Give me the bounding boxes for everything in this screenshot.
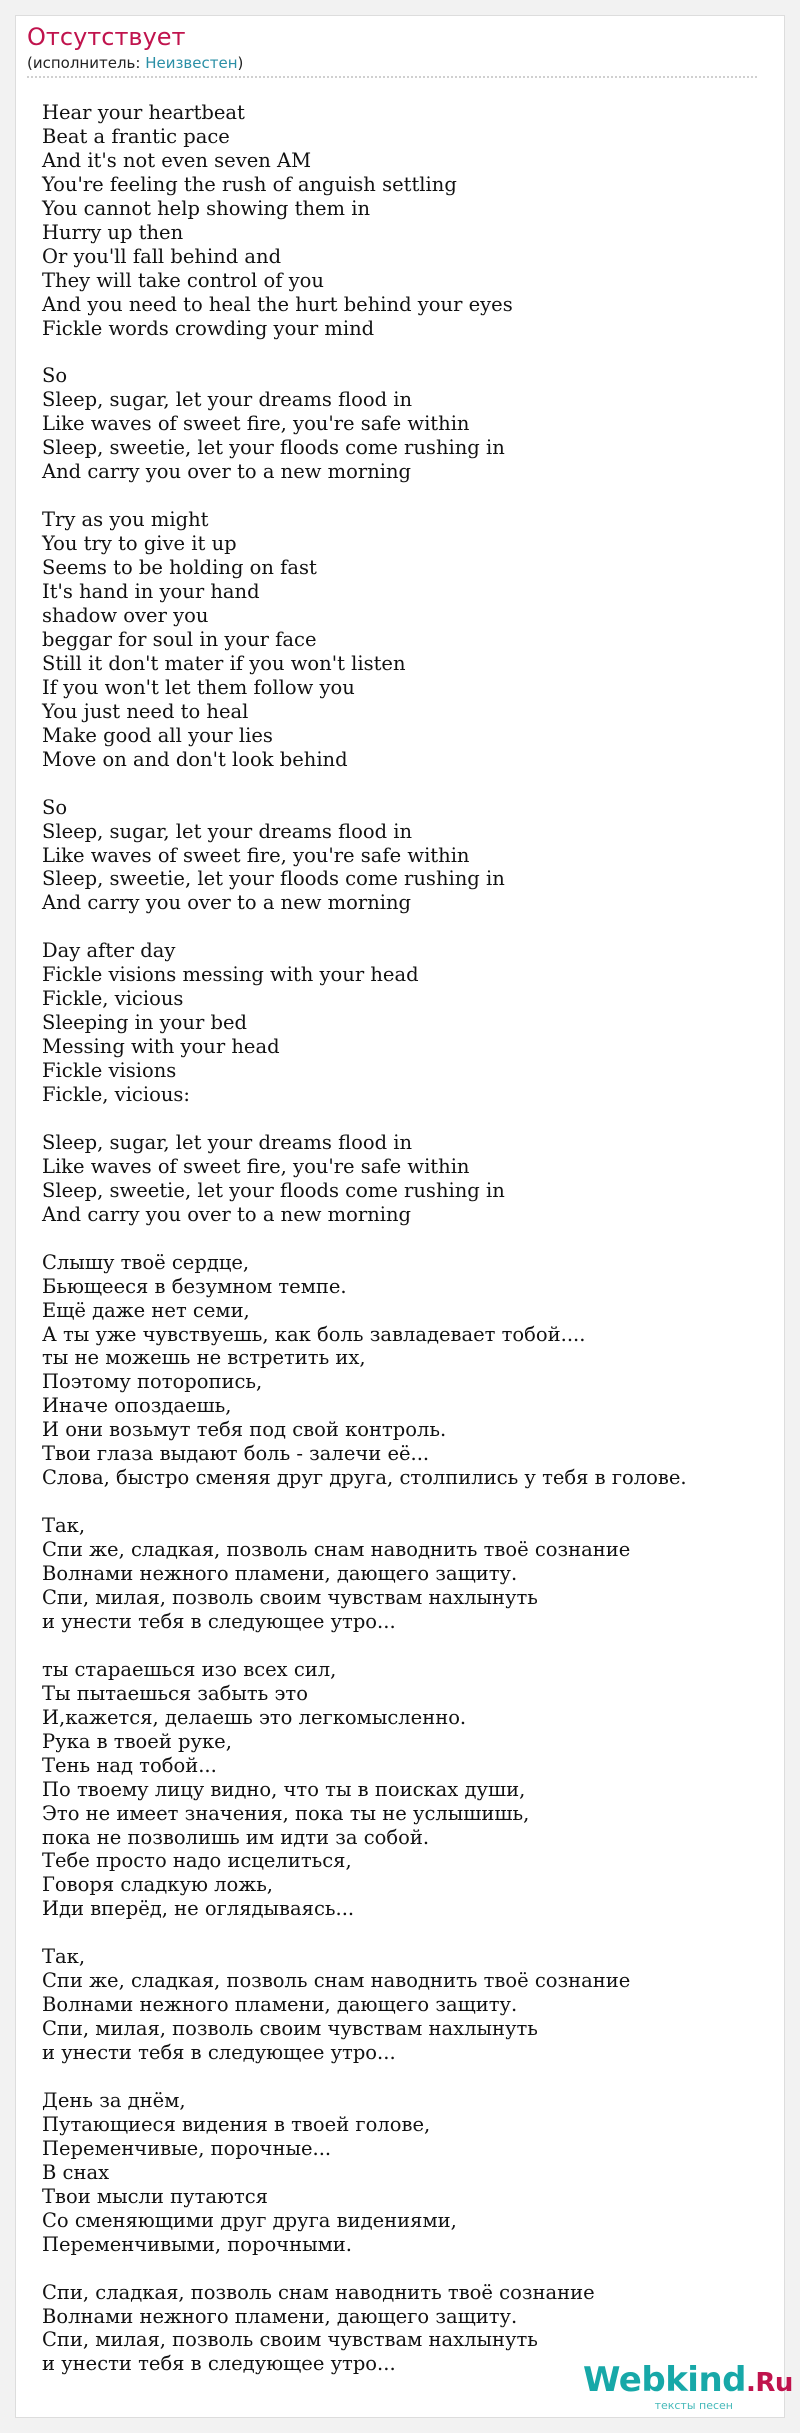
lyrics-line: Волнами нежного пламени, дающего защиту. (42, 1993, 518, 2017)
lyrics-line: You just need to heal (42, 699, 249, 723)
lyrics-line: beggar for soul in your face (42, 627, 317, 651)
lyrics-line: Спи, милая, позволь своим чувствам нахлынуть (42, 2328, 538, 2352)
lyrics-line: Messing with your head (42, 1035, 280, 1059)
lyrics-line: shadow over you (42, 603, 209, 627)
lyrics-line: Sleep, sweetie, let your floods come rushing in (42, 1178, 505, 1202)
lyrics-line: Это не имеет значения, пока ты не услышишь, (42, 1801, 530, 1825)
lyrics-line: Fickle, vicious: (42, 1083, 190, 1107)
lyrics-line: Sleeping in your bed (42, 1011, 247, 1035)
lyrics-stanza (42, 1514, 762, 1634)
lyrics-line: Слова, быстро сменяя друг друга, столпились у тебя в голове. (42, 1466, 687, 1490)
lyrics-line: Бьющееся в безумном темпе. (42, 1274, 347, 1298)
lyrics-line: Поэтому поторопись, (42, 1370, 263, 1394)
lyrics-stanza (42, 1658, 762, 1921)
lyrics-line: Seems to be holding on fast (42, 556, 317, 580)
lyrics-line: Переменчивыми, порочными. (42, 2232, 352, 2256)
lyrics-line: Волнами нежного пламени, дающего защиту. (42, 1562, 518, 1586)
lyrics-line: Спи, милая, позволь своим чувствам нахлынуть (42, 2017, 538, 2041)
lyrics-line: и унести тебя в следующее утро... (42, 1609, 396, 1633)
lyrics-line: Иди вперёд, не оглядываясь... (42, 1897, 355, 1921)
lyrics-stanza (42, 796, 762, 916)
lyrics-stanza (42, 364, 762, 484)
lyrics-line: You try to give it up (42, 532, 237, 556)
lyrics-line: It's hand in your hand (42, 580, 260, 604)
lyrics-line: ты стараешься изо всех сил, (42, 1657, 337, 1681)
lyrics-line: Beat a frantic pace (42, 124, 230, 148)
lyrics-line: So (42, 795, 68, 819)
lyrics-line: You cannot help showing them in (42, 196, 371, 220)
lyrics-line: Ещё даже нет семи, (42, 1298, 250, 1322)
logo-tld: .Ru (746, 2368, 793, 2398)
lyrics-line: Still it don't mater if you won't listen (42, 651, 406, 675)
lyrics-line: Спи же, сладкая, позволь снам наводнить твоё сознание (42, 1969, 631, 1993)
lyrics-line: If you won't let them follow you (42, 675, 355, 699)
lyrics-line: Тебе просто надо исцелиться, (42, 1849, 352, 1873)
lyrics-line: Sleep, sugar, let your dreams flood in (42, 1130, 413, 1154)
lyrics-line: Like waves of sweet fire, you're safe within (42, 1154, 470, 1178)
lyrics-line: и унести тебя в следующее утро... (42, 2352, 396, 2376)
logo-tagline: тексты песен (654, 2399, 733, 2412)
lyrics-line: Sleep, sugar, let your dreams flood in (42, 388, 413, 412)
lyrics-line: Sleep, sweetie, let your floods come rushing in (42, 436, 505, 460)
artist-prefix: (исполнитель: (27, 54, 146, 72)
lyrics-line: и унести тебя в следующее утро... (42, 2041, 396, 2065)
lyrics-stanza (42, 1251, 762, 1491)
lyrics-stanza (42, 1945, 762, 2065)
lyrics-line: Or you'll fall behind and (42, 244, 282, 268)
lyrics-line: Так, (42, 1514, 86, 1538)
lyrics-line: Тень над тобой... (42, 1753, 217, 1777)
lyrics-stanza (42, 939, 762, 1107)
lyrics-line: Твои глаза выдают боль - залечи её... (42, 1442, 430, 1466)
lyrics-line: Fickle, vicious (42, 987, 184, 1011)
site-logo[interactable] (583, 2360, 793, 2420)
lyrics-line: Волнами нежного пламени, дающего защиту. (42, 2304, 518, 2328)
lyrics-stanza (42, 2089, 762, 2257)
artist-suffix: ) (237, 54, 244, 72)
lyrics-line: Move on and don't look behind (42, 747, 348, 771)
lyrics-line: And carry you over to a new morning (42, 891, 412, 915)
lyrics-line: Иначе опоздаешь, (42, 1394, 232, 1418)
lyrics-line: They will take control of you (42, 268, 324, 292)
lyrics-line: А ты уже чувствуешь, как боль завладевает тобой.... (42, 1322, 586, 1346)
lyrics-line: пока не позволишь им идти за собой. (42, 1825, 430, 1849)
lyrics-line: И они возьмут тебя под свой контроль. (42, 1418, 447, 1442)
lyrics-line: Говоря сладкую ложь, (42, 1873, 274, 1897)
lyrics-line: Like waves of sweet fire, you're safe within (42, 412, 470, 436)
lyrics-line: Sleep, sugar, let your dreams flood in (42, 819, 413, 843)
lyrics-line: По твоему лицу видно, что ты в поисках души, (42, 1777, 526, 1801)
lyrics-line: Со сменяющими друг друга видениями, (42, 2208, 457, 2232)
lyrics-line: ты не можешь не встретить их, (42, 1346, 366, 1370)
lyrics-line: Слышу твоё сердце, (42, 1250, 250, 1274)
logo-wordmark (583, 2360, 793, 2403)
lyrics-line: And carry you over to a new morning (42, 460, 412, 484)
lyrics-line: You're feeling the rush of anguish settling (42, 172, 457, 196)
logo-name: Webkind (583, 2360, 746, 2400)
lyrics-line: Hear your heartbeat (42, 101, 245, 124)
lyrics-stanza (42, 1131, 762, 1227)
lyrics-line: Try as you might (42, 508, 209, 532)
lyrics-line: Fickle words crowding your mind (42, 316, 375, 340)
lyrics-line: В снах (42, 2160, 110, 2184)
lyrics-line: Sleep, sweetie, let your floods come rushing in (42, 867, 505, 891)
song-header (27, 22, 762, 78)
lyrics-line: Путающиеся видения в твоей голове, (42, 2112, 431, 2136)
lyrics-body (42, 101, 762, 2400)
header-divider (27, 76, 757, 78)
lyrics-line: Hurry up then (42, 220, 184, 244)
lyrics-line: So (42, 364, 68, 388)
song-title: Отсутствует (27, 23, 186, 51)
lyrics-line: Спи, милая, позволь своим чувствам нахлынуть (42, 1585, 538, 1609)
lyrics-line: Day after day (42, 939, 176, 963)
lyrics-line: Переменчивые, порочные... (42, 2136, 332, 2160)
lyrics-line: Make good all your lies (42, 723, 273, 747)
lyrics-line: Ты пытаешься забыть это (42, 1681, 308, 1705)
lyrics-line: And it's not even seven AM (42, 148, 312, 172)
artist-line (27, 54, 762, 72)
lyrics-line: Like waves of sweet fire, you're safe within (42, 843, 470, 867)
lyrics-line: Спи же, сладкая, позволь снам наводнить твоё сознание (42, 1538, 631, 1562)
lyrics-line: Fickle visions (42, 1059, 177, 1083)
lyrics-line: Так, (42, 1945, 86, 1969)
artist-link[interactable]: Неизвестен (145, 54, 238, 72)
lyrics-line: And carry you over to a new morning (42, 1202, 412, 1226)
lyrics-stanza (42, 101, 762, 341)
lyrics-line: Спи, сладкая, позволь снам наводнить твоё сознание (42, 2280, 595, 2304)
lyrics-line: Рука в твоей руке, (42, 1729, 232, 1753)
lyrics-line: День за днём, (42, 2088, 186, 2112)
lyrics-line: And you need to heal the hurt behind your eyes (42, 292, 513, 316)
lyrics-stanza (42, 508, 762, 771)
lyrics-line: И,кажется, делаешь это легкомысленно. (42, 1705, 467, 1729)
lyrics-line: Fickle visions messing with your head (42, 963, 419, 987)
lyrics-line: Твои мысли путаются (42, 2184, 268, 2208)
